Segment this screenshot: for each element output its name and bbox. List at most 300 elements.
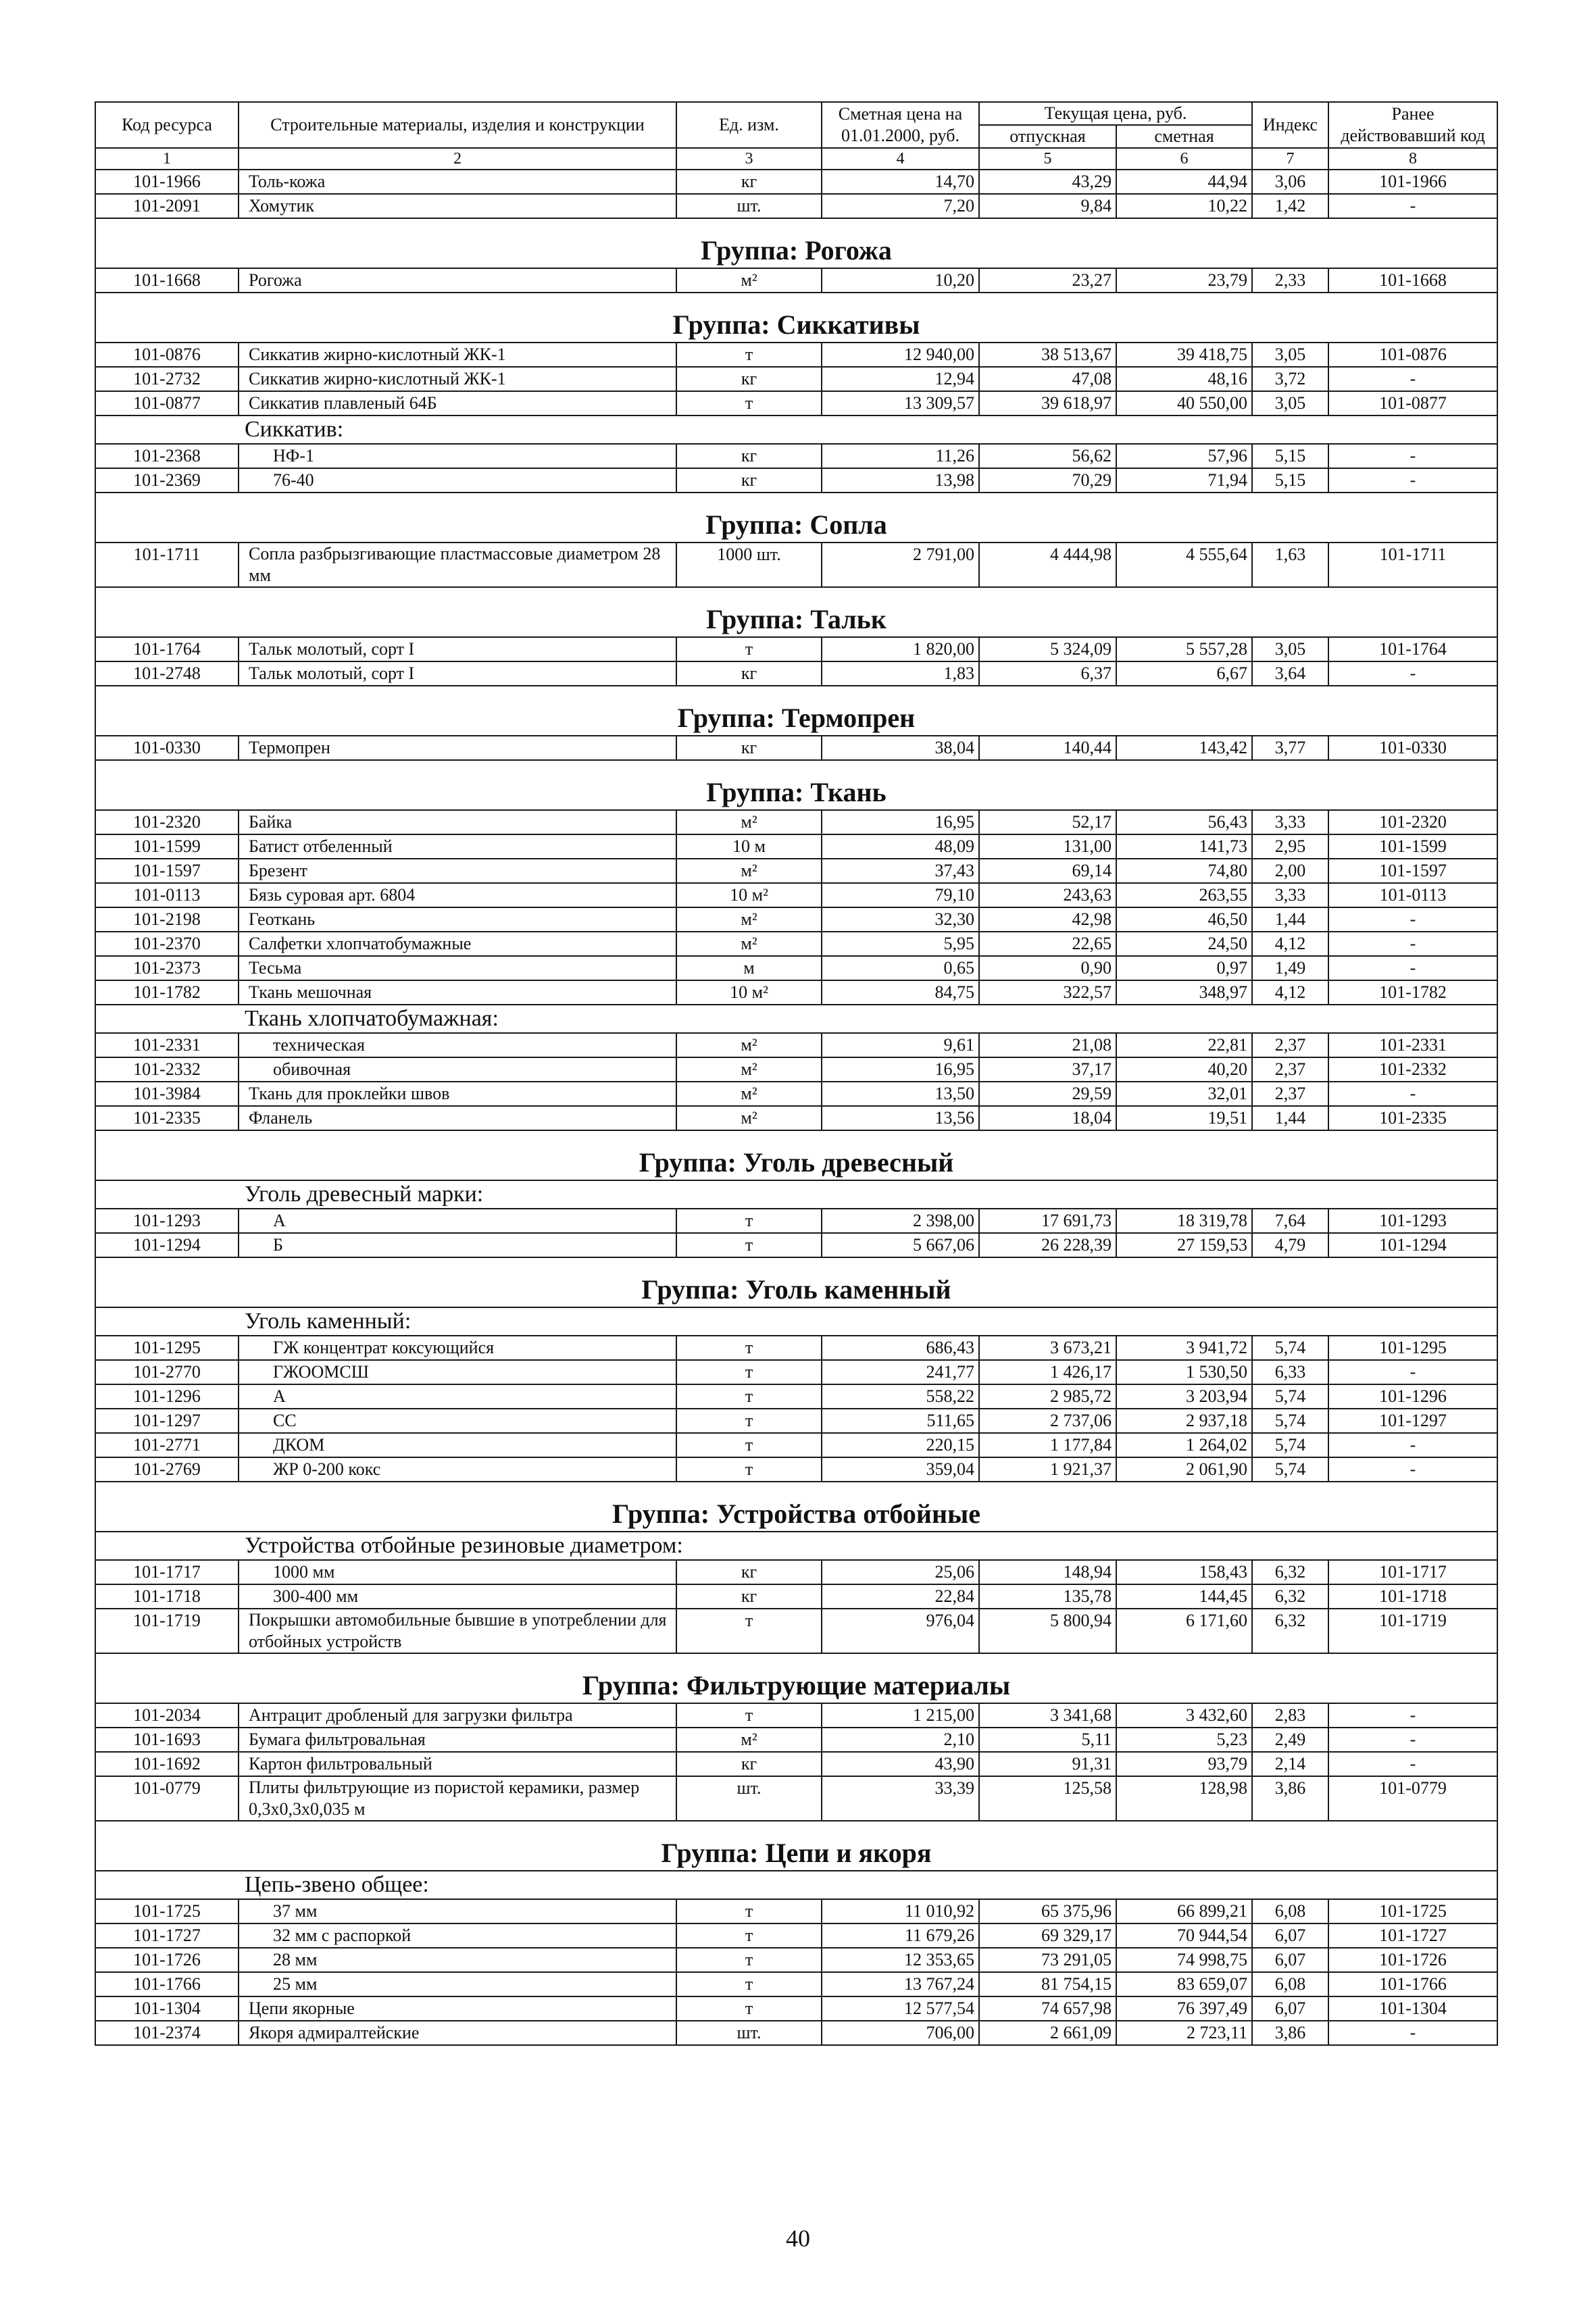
column-number: 3 [676,148,822,170]
base-price: 12 940,00 [822,343,979,367]
material-name: Тальк молотый, сорт I [239,661,676,686]
resource-code: 101-2332 [95,1057,239,1082]
resource-code: 101-2770 [95,1360,239,1384]
previous-code: 101-1764 [1328,637,1497,661]
base-price: 12 577,54 [822,1996,979,2021]
previous-code: - [1328,1433,1497,1457]
base-price: 14,70 [822,170,979,194]
estimate-price: 23,79 [1116,268,1252,293]
group-heading: Группа: Ткань [95,760,1497,810]
price-index: 3,33 [1252,883,1328,907]
material-name: 32 мм с распоркой [239,1923,676,1948]
price-index: 6,32 [1252,1584,1328,1609]
resource-code: 101-2369 [95,468,239,493]
material-name: А [239,1209,676,1233]
header-index: Индекс [1252,102,1328,148]
table-row [95,1728,1497,1752]
base-price: 2,10 [822,1728,979,1752]
table-row [95,736,1497,760]
material-name: техническая [239,1033,676,1057]
price-index: 6,08 [1252,1899,1328,1923]
previous-code: - [1328,1703,1497,1728]
release-price: 56,62 [979,444,1116,468]
subgroup-heading: Цепь-звено общее: [95,1871,1497,1899]
price-index: 7,64 [1252,1209,1328,1233]
group-heading-row [95,760,1497,810]
price-index: 1,42 [1252,194,1328,218]
release-price: 17 691,73 [979,1209,1116,1233]
unit: шт. [676,2021,822,2045]
material-name: ЖР 0-200 кокс [239,1457,676,1482]
previous-code: 101-0779 [1328,1776,1497,1821]
unit: т [676,1948,822,1972]
estimate-price: 93,79 [1116,1752,1252,1776]
resource-code: 101-0113 [95,883,239,907]
table-row [95,1609,1497,1653]
base-price: 359,04 [822,1457,979,1482]
previous-code: 101-1718 [1328,1584,1497,1609]
table-row [95,637,1497,661]
resource-code: 101-1726 [95,1948,239,1972]
resource-code: 101-1295 [95,1336,239,1360]
unit: м² [676,859,822,883]
release-price: 37,17 [979,1057,1116,1082]
table-row [95,444,1497,468]
unit: м² [676,268,822,293]
previous-code: 101-2332 [1328,1057,1497,1082]
column-number: 2 [239,148,676,170]
material-name: Сопла разбрызгивающие пластмассовые диаметром 28 мм [239,543,676,587]
column-number: 1 [95,148,239,170]
material-name: Бязь суровая арт. 6804 [239,883,676,907]
material-name: 1000 мм [239,1560,676,1584]
resource-code: 101-0876 [95,343,239,367]
release-price: 39 618,97 [979,391,1116,416]
previous-code: - [1328,468,1497,493]
estimate-price: 70 944,54 [1116,1923,1252,1948]
header-current-price: Текущая цена, руб. [979,102,1252,125]
table-row [95,367,1497,391]
release-price: 125,58 [979,1776,1116,1821]
resource-code: 101-2198 [95,907,239,932]
release-price: 81 754,15 [979,1972,1116,1996]
price-index: 5,74 [1252,1336,1328,1360]
table-row [95,170,1497,194]
release-price: 322,57 [979,980,1116,1005]
material-name: Сиккатив жирно-кислотный ЖК-1 [239,367,676,391]
subgroup-heading: Ткань хлопчатобумажная: [95,1005,1497,1033]
estimate-price: 2 723,11 [1116,2021,1252,2045]
previous-code: - [1328,1728,1497,1752]
material-name: Термопрен [239,736,676,760]
resource-code: 101-1296 [95,1384,239,1409]
table-row [95,661,1497,686]
price-index: 3,05 [1252,391,1328,416]
unit: т [676,343,822,367]
base-price: 79,10 [822,883,979,907]
previous-code: 101-1293 [1328,1209,1497,1233]
price-index: 3,86 [1252,2021,1328,2045]
base-price: 976,04 [822,1609,979,1653]
estimate-price: 32,01 [1116,1082,1252,1106]
previous-code: - [1328,1752,1497,1776]
price-index: 2,49 [1252,1728,1328,1752]
release-price: 131,00 [979,834,1116,859]
base-price: 22,84 [822,1584,979,1609]
base-price: 11 679,26 [822,1923,979,1948]
release-price: 38 513,67 [979,343,1116,367]
material-name: Картон фильтровальный [239,1752,676,1776]
estimate-price: 5,23 [1116,1728,1252,1752]
resource-code: 101-2368 [95,444,239,468]
previous-code: - [1328,907,1497,932]
base-price: 1,83 [822,661,979,686]
material-name: 28 мм [239,1948,676,1972]
previous-code: 101-1297 [1328,1409,1497,1433]
release-price: 69,14 [979,859,1116,883]
base-price: 12,94 [822,367,979,391]
price-index: 3,72 [1252,367,1328,391]
subgroup-heading: Уголь древесный марки: [95,1180,1497,1209]
unit: т [676,1384,822,1409]
material-name: обивочная [239,1057,676,1082]
group-heading: Группа: Устройства отбойные [95,1482,1497,1532]
material-name: 76-40 [239,468,676,493]
resource-code: 101-2331 [95,1033,239,1057]
base-price: 13,50 [822,1082,979,1106]
material-name: Бумага фильтровальная [239,1728,676,1752]
table-body [95,170,1497,2045]
group-heading: Группа: Тальк [95,587,1497,637]
unit: т [676,1336,822,1360]
material-name: Толь-кожа [239,170,676,194]
estimate-price: 143,42 [1116,736,1252,760]
estimate-price: 10,22 [1116,194,1252,218]
resource-code: 101-2370 [95,932,239,956]
group-heading: Группа: Фильтрующие материалы [95,1653,1497,1703]
resource-code: 101-1764 [95,637,239,661]
group-heading-row [95,587,1497,637]
previous-code: 101-0877 [1328,391,1497,416]
table-row [95,956,1497,980]
table-row [95,980,1497,1005]
unit: кг [676,170,822,194]
resource-code: 101-1693 [95,1728,239,1752]
release-price: 21,08 [979,1033,1116,1057]
base-price: 706,00 [822,2021,979,2045]
unit: кг [676,1584,822,1609]
previous-code: 101-1727 [1328,1923,1497,1948]
unit: т [676,1409,822,1433]
release-price: 9,84 [979,194,1116,218]
table-row [95,907,1497,932]
previous-code: - [1328,194,1497,218]
resource-code: 101-2771 [95,1433,239,1457]
table-row [95,2021,1497,2045]
table-row [95,810,1497,834]
base-price: 0,65 [822,956,979,980]
release-price: 69 329,17 [979,1923,1116,1948]
previous-code: - [1328,661,1497,686]
release-price: 91,31 [979,1752,1116,1776]
unit: м² [676,810,822,834]
base-price: 16,95 [822,810,979,834]
table-row [95,1433,1497,1457]
group-heading-row [95,686,1497,736]
previous-code: 101-1668 [1328,268,1497,293]
material-name: Сиккатив жирно-кислотный ЖК-1 [239,343,676,367]
resource-code: 101-3984 [95,1082,239,1106]
group-heading-row [95,493,1497,543]
material-name: ГЖ концентрат коксующийся [239,1336,676,1360]
material-name: Рогожа [239,268,676,293]
price-index: 5,74 [1252,1457,1328,1482]
release-price: 148,94 [979,1560,1116,1584]
price-index: 1,44 [1252,907,1328,932]
estimate-price: 0,97 [1116,956,1252,980]
price-index: 1,63 [1252,543,1328,587]
release-price: 6,37 [979,661,1116,686]
table-row [95,883,1497,907]
resource-code: 101-1293 [95,1209,239,1233]
price-index: 6,32 [1252,1609,1328,1653]
estimate-price: 27 159,53 [1116,1233,1252,1257]
unit: 1000 шт. [676,543,822,587]
column-number: 8 [1328,148,1497,170]
unit: кг [676,1752,822,1776]
price-index: 5,15 [1252,444,1328,468]
release-price: 29,59 [979,1082,1116,1106]
unit: 10 м² [676,980,822,1005]
material-name: Якоря адмиралтейские [239,2021,676,2045]
table-row [95,1209,1497,1233]
table-row [95,1752,1497,1776]
price-index: 2,83 [1252,1703,1328,1728]
resource-code: 101-0779 [95,1776,239,1821]
price-index: 6,07 [1252,1923,1328,1948]
material-name: Брезент [239,859,676,883]
unit: т [676,1923,822,1948]
price-index: 5,15 [1252,468,1328,493]
price-index: 2,95 [1252,834,1328,859]
unit: т [676,391,822,416]
group-heading: Группа: Уголь древесный [95,1130,1497,1180]
estimate-price: 18 319,78 [1116,1209,1252,1233]
resource-code: 101-2091 [95,194,239,218]
unit: кг [676,661,822,686]
price-index: 2,00 [1252,859,1328,883]
previous-code: 101-1717 [1328,1560,1497,1584]
resource-code: 101-1297 [95,1409,239,1433]
estimate-price: 1 530,50 [1116,1360,1252,1384]
table-row [95,1233,1497,1257]
material-name: Ткань мешочная [239,980,676,1005]
release-price: 140,44 [979,736,1116,760]
estimate-price: 2 061,90 [1116,1457,1252,1482]
release-price: 1 426,17 [979,1360,1116,1384]
table-row [95,194,1497,218]
base-price: 10,20 [822,268,979,293]
release-price: 0,90 [979,956,1116,980]
estimate-price: 74 998,75 [1116,1948,1252,1972]
estimate-price: 3 432,60 [1116,1703,1252,1728]
resource-code: 101-2034 [95,1703,239,1728]
release-price: 2 985,72 [979,1384,1116,1409]
previous-code: 101-1766 [1328,1972,1497,1996]
estimate-price: 46,50 [1116,907,1252,932]
base-price: 43,90 [822,1752,979,1776]
material-name: ДКОМ [239,1433,676,1457]
material-name: 300-400 мм [239,1584,676,1609]
unit: м² [676,1728,822,1752]
group-heading: Группа: Термопрен [95,686,1497,736]
resource-code: 101-2748 [95,661,239,686]
price-index: 3,06 [1252,170,1328,194]
resource-code: 101-2335 [95,1106,239,1130]
unit: т [676,1360,822,1384]
previous-code: 101-1296 [1328,1384,1497,1409]
price-index: 6,07 [1252,1996,1328,2021]
resource-code: 101-2732 [95,367,239,391]
header-release-price: отпускная [979,125,1116,148]
resource-code: 101-1727 [95,1923,239,1948]
price-index: 3,33 [1252,810,1328,834]
release-price: 52,17 [979,810,1116,834]
material-name: 37 мм [239,1899,676,1923]
unit: шт. [676,194,822,218]
estimate-price: 3 941,72 [1116,1336,1252,1360]
table-row [95,468,1497,493]
table-row [95,859,1497,883]
previous-code: 101-1711 [1328,543,1497,587]
price-index: 3,77 [1252,736,1328,760]
table-row [95,1033,1497,1057]
material-name: Покрышки автомобильные бывшие в употреблении для отбойных устройств [239,1609,676,1653]
unit: т [676,1899,822,1923]
unit: кг [676,468,822,493]
release-price: 5,11 [979,1728,1116,1752]
release-price: 22,65 [979,932,1116,956]
previous-code: 101-2335 [1328,1106,1497,1130]
resource-code: 101-1599 [95,834,239,859]
previous-code: 101-0113 [1328,883,1497,907]
price-index: 2,37 [1252,1057,1328,1082]
table-row [95,1776,1497,1821]
subgroup-heading: Уголь каменный: [95,1307,1497,1336]
resource-code: 101-1668 [95,268,239,293]
price-table-sheet [95,101,1497,2046]
base-price: 1 820,00 [822,637,979,661]
group-heading: Группа: Рогожа [95,218,1497,268]
estimate-price: 158,43 [1116,1560,1252,1584]
previous-code: 101-1782 [1328,980,1497,1005]
material-name: СС [239,1409,676,1433]
estimate-price: 24,50 [1116,932,1252,956]
material-name: Байка [239,810,676,834]
estimate-price: 83 659,07 [1116,1972,1252,1996]
price-index: 5,74 [1252,1384,1328,1409]
base-price: 7,20 [822,194,979,218]
estimate-price: 348,97 [1116,980,1252,1005]
unit: кг [676,736,822,760]
group-heading-row [95,293,1497,343]
unit: т [676,1609,822,1653]
price-index: 6,07 [1252,1948,1328,1972]
estimate-price: 6,67 [1116,661,1252,686]
previous-code: - [1328,956,1497,980]
material-name: Цепи якорные [239,1996,676,2021]
previous-code: - [1328,1457,1497,1482]
table-row [95,1703,1497,1728]
unit: кг [676,367,822,391]
resource-code: 101-2769 [95,1457,239,1482]
resource-code: 101-1294 [95,1233,239,1257]
base-price: 2 791,00 [822,543,979,587]
material-name: Геоткань [239,907,676,932]
resource-code: 101-1966 [95,170,239,194]
base-price: 11,26 [822,444,979,468]
price-index: 4,79 [1252,1233,1328,1257]
unit: м² [676,1057,822,1082]
unit: м² [676,907,822,932]
unit: т [676,1972,822,1996]
price-index: 4,12 [1252,932,1328,956]
base-price: 12 353,65 [822,1948,979,1972]
table-row [95,268,1497,293]
previous-code: 101-2320 [1328,810,1497,834]
price-index: 3,64 [1252,661,1328,686]
unit: т [676,1233,822,1257]
base-price: 32,30 [822,907,979,932]
estimate-price: 6 171,60 [1116,1609,1252,1653]
subgroup-heading-row [95,1307,1497,1336]
material-name: А [239,1384,676,1409]
resource-code: 101-1597 [95,859,239,883]
previous-code: - [1328,932,1497,956]
resource-code: 101-1304 [95,1996,239,2021]
estimate-price: 40 550,00 [1116,391,1252,416]
previous-code: - [1328,1082,1497,1106]
estimate-price: 56,43 [1116,810,1252,834]
subgroup-heading: Сиккатив: [95,416,1497,444]
unit: м [676,956,822,980]
material-name: Тальк молотый, сорт I [239,637,676,661]
release-price: 70,29 [979,468,1116,493]
release-price: 2 737,06 [979,1409,1116,1433]
resource-code: 101-1717 [95,1560,239,1584]
resource-code: 101-2373 [95,956,239,980]
resource-code: 101-2320 [95,810,239,834]
base-price: 686,43 [822,1336,979,1360]
subgroup-heading-row [95,416,1497,444]
material-name: Антрацит дробленый для загрузки фильтра [239,1703,676,1728]
column-numbers-row [95,148,1497,170]
unit: т [676,637,822,661]
previous-code: 101-1725 [1328,1899,1497,1923]
previous-code: 101-1597 [1328,859,1497,883]
estimate-price: 19,51 [1116,1106,1252,1130]
table-row [95,1384,1497,1409]
previous-code: 101-1966 [1328,170,1497,194]
resource-code: 101-1718 [95,1584,239,1609]
table-row [95,1457,1497,1482]
material-name: Б [239,1233,676,1257]
group-heading-row [95,1653,1497,1703]
base-price: 1 215,00 [822,1703,979,1728]
group-heading-row [95,1257,1497,1307]
group-heading-row [95,1482,1497,1532]
release-price: 1 177,84 [979,1433,1116,1457]
